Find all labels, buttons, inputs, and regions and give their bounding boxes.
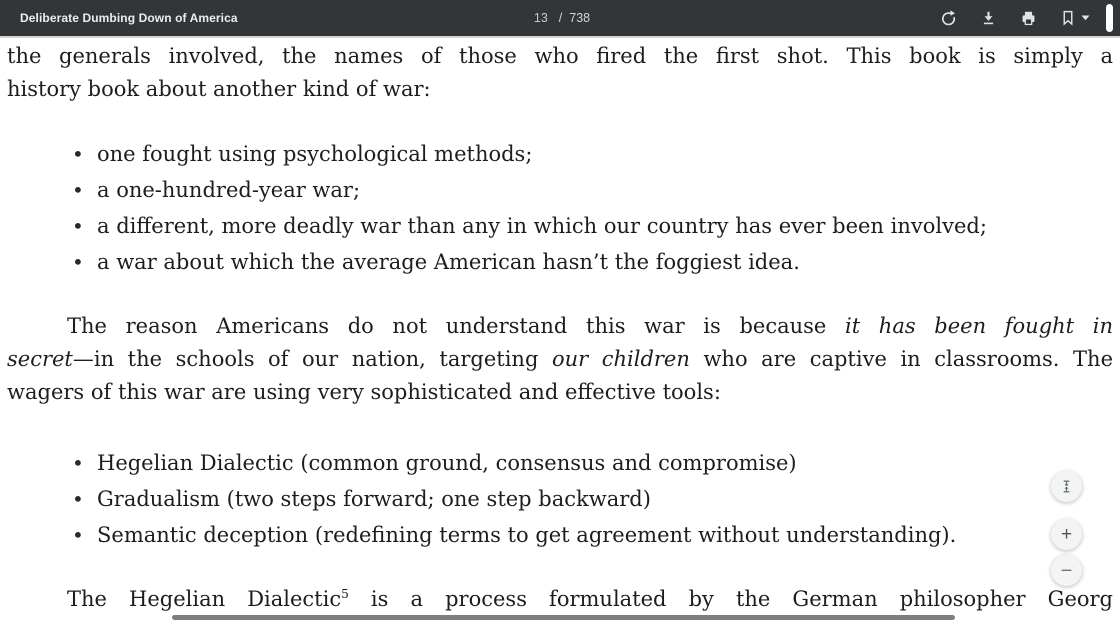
toolbar-actions [937,0,1092,36]
plus-icon: + [1060,524,1073,545]
list-item: • one fought using psychological methods; [0,136,1120,172]
document-title: Deliberate Dumbing Down of America [20,11,238,25]
pdf-toolbar [0,0,1120,38]
list-item: • a one-hundred-year war; [0,172,1120,208]
minus-icon: − [1060,559,1073,582]
fit-to-page-icon [1059,479,1074,494]
bullet-icon: • [72,451,84,475]
bullet-icon: • [72,214,84,238]
page-number-input[interactable]: 13 [533,11,548,25]
chevron-down-icon [1081,15,1090,21]
fit-to-page-button[interactable] [1051,471,1082,502]
paragraph-line: The Hegelian Dialectic$^5$ is a process formulated by the German philosopher Georg [67,587,1113,611]
bullet-icon: • [72,250,84,274]
list-item: • a war about which the average American hasn’t the foggiest idea. [0,244,1120,280]
list-item: • Hegelian Dialectic (common ground, consensus and compromise) [0,445,1120,481]
pdf-page [0,40,1120,616]
list-item: • a different, more deadly war than any in which our country has ever been involved; [0,208,1120,244]
bullet-list-tools [0,445,1120,553]
bookmark-button[interactable] [1057,7,1092,29]
paragraph-line: history book about another kind of war: [7,77,431,101]
page-total: 738 [569,11,591,25]
paragraph-line: wagers of this war are using very sophisticated and effective tools: [7,380,721,404]
vertical-scrollbar-thumb[interactable] [1106,4,1113,32]
print-button[interactable] [1017,7,1040,30]
zoom-out-button[interactable] [1051,555,1082,586]
rotate-icon [939,9,958,28]
bookmark-icon [1059,9,1077,27]
bullet-icon: • [72,523,84,547]
zoom-in-button[interactable] [1051,519,1082,550]
print-icon [1019,9,1038,28]
list-item: • Semantic deception (redefining terms to get agreement without understanding). [0,517,1120,553]
paragraph-line: secret—in the schools of our nation, targeting our children who are captive in classrooms. The [7,347,1114,371]
list-item: • Gradualism (two steps forward; one step backward) [0,481,1120,517]
horizontal-scrollbar-thumb[interactable] [172,615,955,620]
paragraph-line: The reason Americans do not understand this war is because it has been fought in [67,314,1114,338]
download-icon [979,9,998,28]
page-separator: / [558,11,563,25]
bullet-icon: • [72,142,84,166]
bullet-icon: • [72,178,84,202]
page-indicator [530,0,590,36]
rotate-button[interactable] [937,7,960,30]
bullet-icon: • [72,487,84,511]
download-button[interactable] [977,7,1000,30]
paragraph-line: the generals involved, the names of those who fired the first shot. This book is simply a [7,44,1113,68]
bullet-list-war-kinds [0,136,1120,280]
